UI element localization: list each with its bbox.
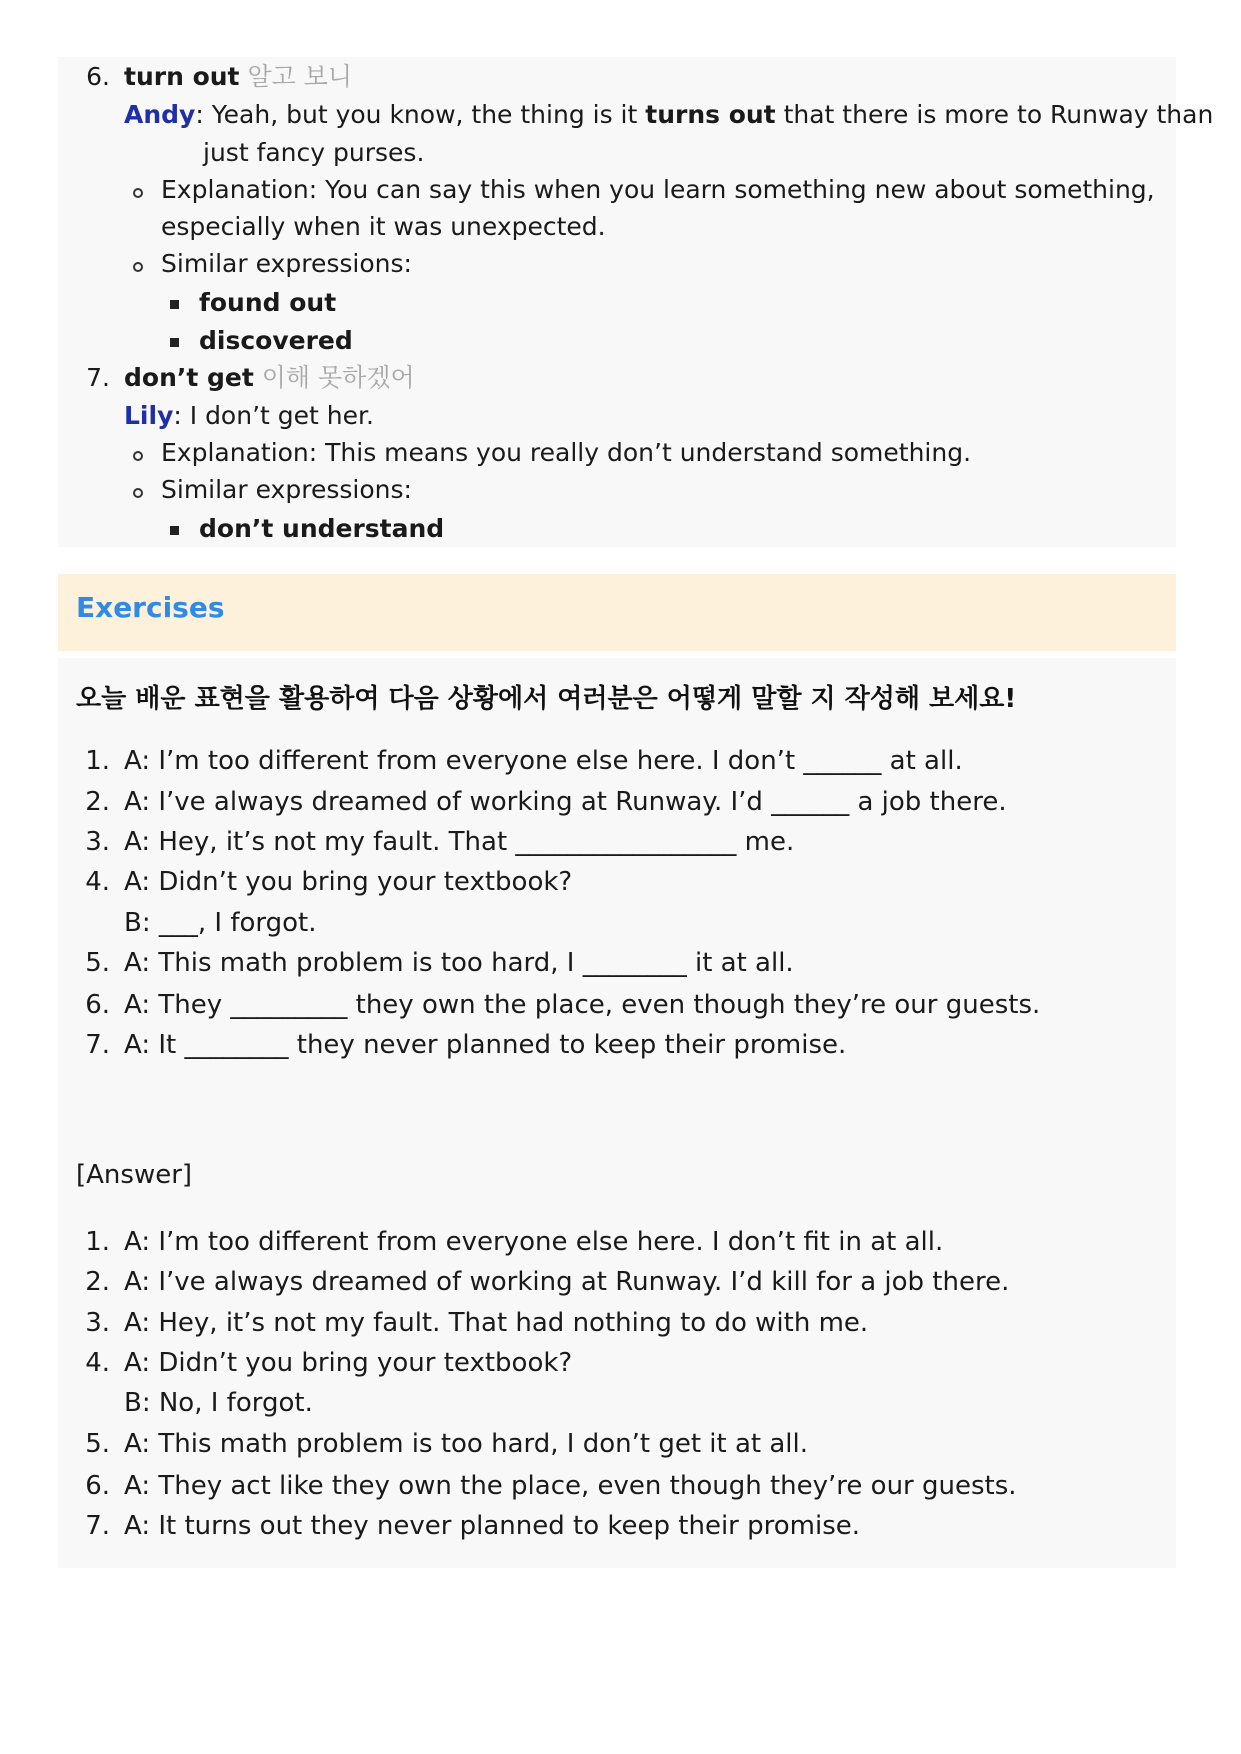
similar-expressions-label: Similar expressions: [161,249,412,278]
square-bullet-icon [170,338,179,347]
circle-bullet-icon [133,451,143,461]
dialogue-quote-continued: just fancy purses. [203,138,425,167]
circle-bullet-icon [133,188,143,198]
dialogue-quote: Andy: Yeah, but you know, the thing is it turns out that there is more to Runway than [124,100,1214,129]
item-number: 7. [86,363,110,392]
answer-item-response: B: No, I forgot. [124,1388,313,1418]
circle-bullet-icon [133,262,143,272]
square-bullet-icon [170,300,179,309]
vocab-phrase: turn out [124,62,240,91]
circle-bullet-icon [133,488,143,498]
explanation-text: Explanation: You can say this when you learn something new about something, [161,175,1155,204]
exercises-heading: Exercises [76,591,225,624]
speaker-name: Andy [124,100,196,129]
vocab-phrase: don’t get [124,363,254,392]
explanation-text: Explanation: This means you really don’t understand something. [161,438,972,467]
similar-expression: don’t understand [199,514,445,543]
explanation-text-continued: especially when it was unexpected. [161,212,606,241]
speaker-name: Lily [124,401,174,430]
square-bullet-icon [170,526,179,535]
similar-expressions-label: Similar expressions: [161,475,412,504]
korean-translation: 알고 보니 [247,62,353,91]
exercise-instruction: 오늘 배운 표현을 활용하여 다음 상황에서 여러분은 어떻게 말할 지 작성해 보세요! [76,684,1017,714]
answer-label: [Answer] [76,1160,193,1190]
item-number: 6. [86,62,110,91]
similar-expression: discovered [199,326,353,355]
korean-translation: 이해 못하겠어 [261,363,415,392]
exercise-question-response: B: ___, I forgot. [124,908,317,938]
similar-expression: found out [199,288,337,317]
exercises-banner [58,574,1176,651]
dialogue-quote: Lily: I don’t get her. [124,401,374,430]
